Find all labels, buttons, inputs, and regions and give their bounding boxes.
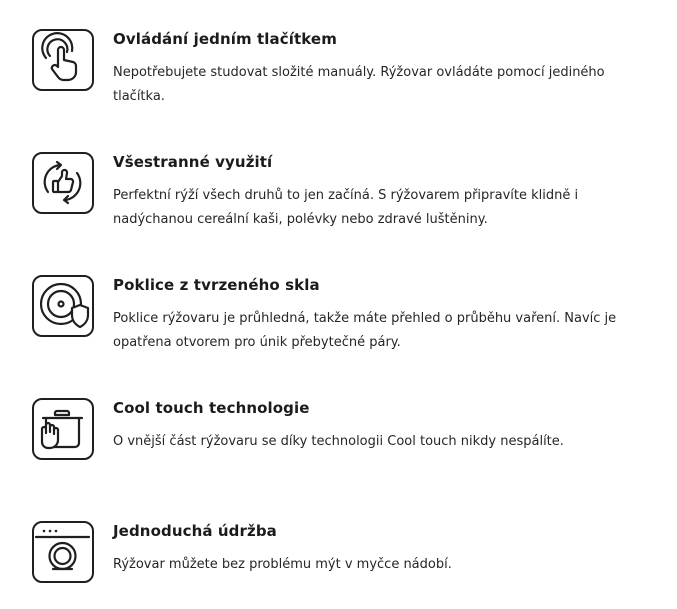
feature-description: Rýžovar můžete bez problému mýt v myčce nádobí. — [113, 557, 452, 572]
feature-description: O vnější část rýžovaru se díky technologii Cool touch nikdy nespálíte. — [113, 434, 564, 449]
feature-title: Cool touch technologie — [113, 399, 310, 417]
feature-title: Ovládání jedním tlačítkem — [113, 30, 337, 48]
feature-description: Poklice rýžovaru je průhledná, takže máte přehled o průběhu vaření. Navíc je opatřena otvorem pro únik přebytečné páry. — [113, 311, 617, 350]
feature-title: Poklice z tvrzeného skla — [113, 276, 320, 294]
glass-lid-shield-icon — [32, 275, 94, 337]
feature-description: Perfektní rýží všech druhů to jen začíná. S rýžovarem připravíte klidně i nadýchanou cereální kaši, polévky nebo zdravé luštěniny. — [113, 188, 579, 227]
touch-button-icon — [32, 29, 94, 91]
thumbs-up-cycle-icon — [32, 152, 94, 214]
pot-hand-icon — [32, 398, 94, 460]
feature-title: Všestranné využití — [113, 153, 273, 171]
feature-title: Jednoduchá údržba — [113, 522, 277, 540]
dishwasher-icon — [32, 521, 94, 583]
feature-description: Nepotřebujete studovat složité manuály. Rýžovar ovládáte pomocí jediného tlačítka. — [113, 65, 605, 104]
